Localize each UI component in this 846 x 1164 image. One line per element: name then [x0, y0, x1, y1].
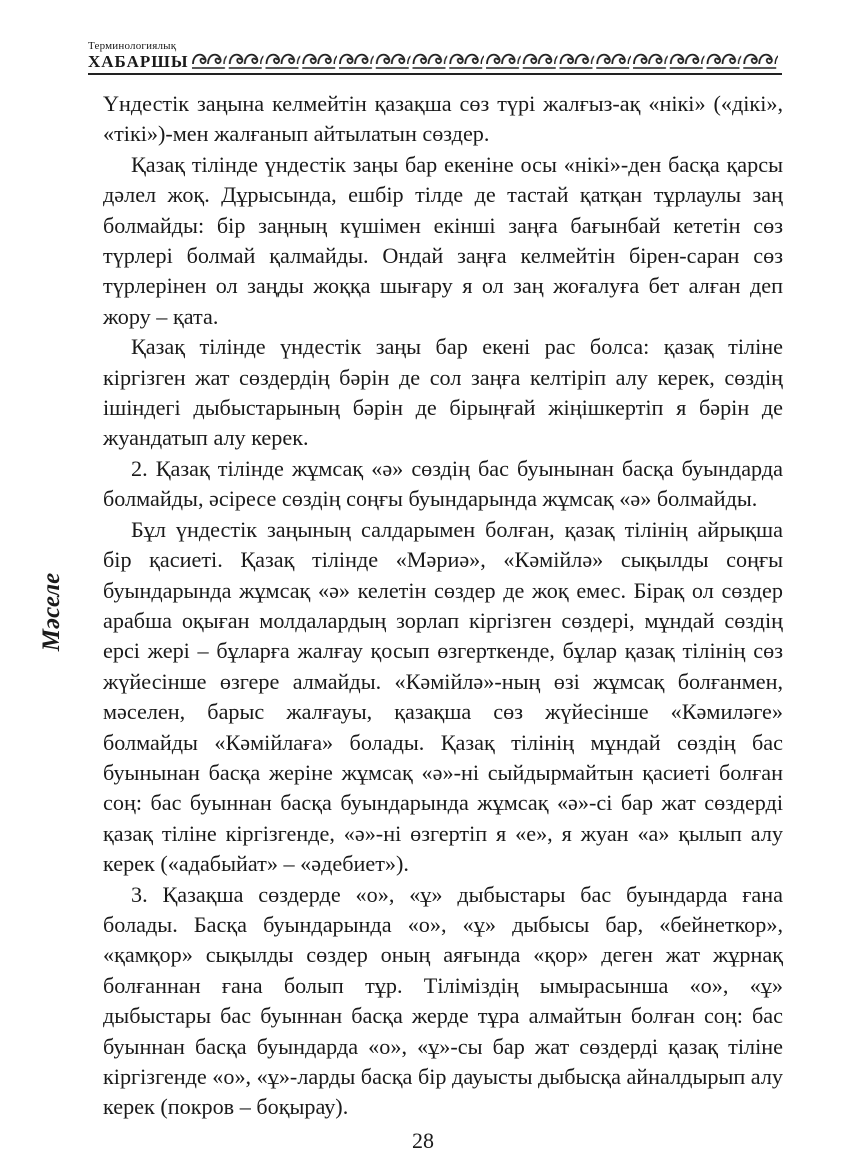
- wave-ornament-icon: [190, 44, 778, 74]
- journal-header: [88, 40, 780, 76]
- journal-title: ХАБАРШЫ: [88, 52, 189, 71]
- paragraph: Қазақ тілінде үндестік заңы бар екені рас болса: қазақ тіліне кіргізген жат сөздердің бәрін де сол заңға келтіріп алу керек, сөздің ішіндегі дыбыстарының бәрін де бірыңғай жіңішкертіп я бәрін де жуандатып алу керек.: [103, 334, 783, 451]
- paragraph: Қазақ тілінде үндестік заңы бар екеніне осы «нікі»-ден басқа қарсы дәлел жоқ. Дұрысында, ешбір тілде де тастай қатқан тұрлаулы заң болмайды: бір заңның күшімен екінші заңға бағынбай кететін сөз түрлері болмай қалмайды. Ондай заңға келмейтін бірен-саран сөз түрлерінен ол заңды жоққа шығару я ол заң жоғалуға бет алған деп жору – қата.: [103, 151, 783, 329]
- paragraph: 2. Қазақ тілінде жұмсақ «ә» сөздің бас буынынан басқа буындарда болмайды, әсіресе сөздің соңғы буындарында жұмсақ «ә» болмайды.: [103, 455, 783, 512]
- header-rule: [88, 73, 782, 75]
- paragraph: Бұл үндестік заңының салдарымен болған, қазақ тілінің айрықша бір қасиеті. Қазақ тілінде «Мәриә», «Кәмійлә» сықылды соңғы буындарында жұмсақ «ә» келетін сөздер де жоқ емес. Бірақ ол сөздер арабша оқыған молдалардың зорлап кіргізген сөздері, мұндай сөздің ерсі жері – бұларға жалғау қосып өзгерткенде, бұлар қазақ тілінің сөз жүйесінше өзгере алмайды. «Кәмійлә»-ның өзі жұмсақ болғанмен, мәселен, барыс жалғауы, қазақша сөз жүйесінше «Кәмиләге» болмайды «Кәмійлаға» болады. Қазақ тілінің мұндай сөздің бас буынынан басқа жеріне жұмсақ «ә»-ні сыйдырмайтын қасиеті болған соң: бас буыннан басқа буындарында жұмсақ «ә»-сі бар жат сөздерді қазақ тіліне кіргізгенде, «ә»-ні өзгертіп я «е», я жуан «а» қылып алу керек («адабыйат» – «әдебиет»).: [103, 516, 783, 877]
- page-number: 28: [412, 1128, 434, 1153]
- article-body: [103, 89, 783, 1123]
- paragraph: Үндестік заңына келмейтін қазақша сөз түрі жалғыз-ақ «нікі» («дікі», «тікі»)-мен жалғанып айтылатын сөздер.: [103, 91, 783, 147]
- section-side-label-text: Мәселе: [38, 572, 65, 652]
- paragraph: 3. Қазақша сөздерде «о», «ұ» дыбыстары бас буындарда ғана болады. Басқа буындарында «о», «ұ» дыбысы бар, «бейнеткор», «қамқор» сықылды сөздер оның аяғында «қор» деген жат жұрнақ болғаннан ғана болып тұр. Тіліміздің ымырасынша «о», «ұ» дыбыстары бас буыннан басқа жерде тұра алмайтын болған соң: бас буыннан басқа буындарда «о», «ұ»-сы бар жат сөздерді қазақ тіліне кіргізгенде «о», «ұ»-ларды басқа бір дауысты дыбысқа айналдырып алу керек (покров – боқырау).: [103, 881, 784, 1120]
- journal-title-small: Терминологиялық: [88, 40, 177, 52]
